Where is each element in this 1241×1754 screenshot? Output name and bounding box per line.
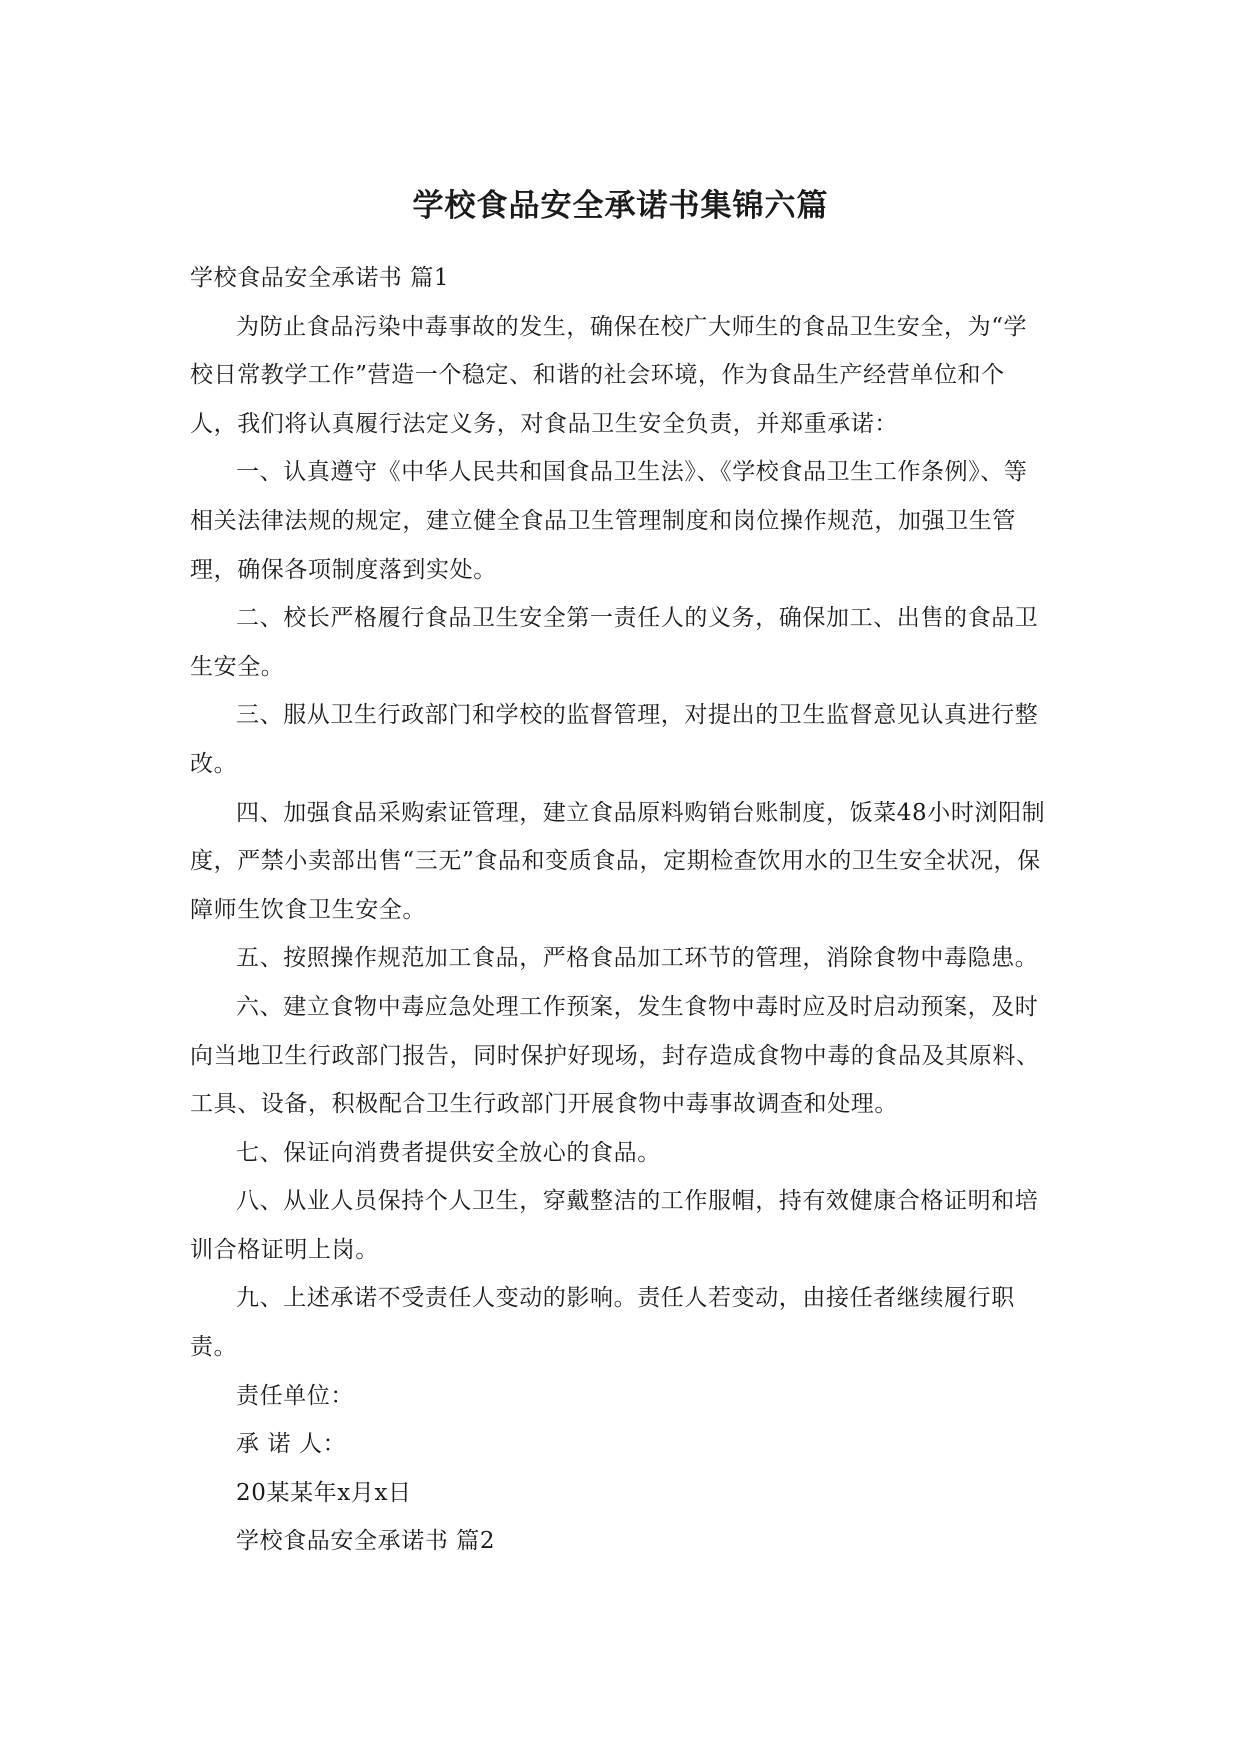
commitment-item-3: 三、服从卫生行政部门和学校的监督管理，对提出的卫生监督意见认真进行整改。 — [190, 702, 1039, 777]
promisor-line: 承 诺 人： — [236, 1431, 347, 1458]
section-2-heading: 学校食品安全承诺书 篇2 — [236, 1528, 496, 1555]
section-1-heading: 学校食品安全承诺书 篇1 — [190, 265, 450, 291]
commitment-item-4: 四、加强食品采购索证管理，建立食品原料购销台账制度，饭菜48小时浏阳制度，严禁小卖部出售“三无”食品和变质食品，定期检查饮用水的卫生安全状况，保障师生饮食卫生安全。 — [190, 799, 1046, 923]
document-body — [190, 254, 1050, 1566]
commitment-item-9: 九、上述承诺不受责任人变动的影响。责任人若变动，由接任者继续履行职责。 — [190, 1285, 1015, 1361]
commitment-item-1: 一、认真遵守《中华人民共和国食品卫生法》、《学校食品卫生工作条例》、等相关法律法规的规定，建立健全食品卫生管理制度和岗位操作规范，加强卫生管理，确保各项制度落到实处。 — [190, 459, 1028, 583]
responsible-unit-line: 责任单位： — [236, 1382, 354, 1409]
commitment-item-8: 八、从业人员保持个人卫生，穿戴整洁的工作服帽，持有效健康合格证明和培训合格证明上岗。 — [190, 1188, 1039, 1263]
commitment-item-7: 七、保证向消费者提供安全放心的食品。 — [236, 1139, 661, 1166]
date-line: 20某某年x月x日 — [236, 1479, 412, 1506]
commitment-item-6: 六、建立食物中毒应急处理工作预案，发生食物中毒时应及时启动预案，及时向当地卫生行政部门报告，同时保护好现场，封存造成食物中毒的食品及其原料、工具、设备，积极配合卫生行政部门开展食物中毒事故调查和处理。 — [190, 993, 1040, 1118]
commitment-item-2: 二、校长严格履行食品卫生安全第一责任人的义务，确保加工、出售的食品卫生安全。 — [190, 605, 1039, 680]
commitment-item-5: 五、按照操作规范加工食品，严格食品加工环节的管理，消除食物中毒隐患。 — [236, 945, 1039, 972]
document-title: 学校食品安全承诺书集锦六篇 — [412, 188, 829, 224]
intro-paragraph: 为防止食品污染中毒事故的发生，确保在校广大师生的食品卫生安全，为“学校日常教学工作”营造一个稳定、和谐的社会环境，作为食品生产经营单位和个人，我们将认真履行法定义务，对食品卫生安全负责，并郑重承诺： — [190, 313, 1028, 437]
